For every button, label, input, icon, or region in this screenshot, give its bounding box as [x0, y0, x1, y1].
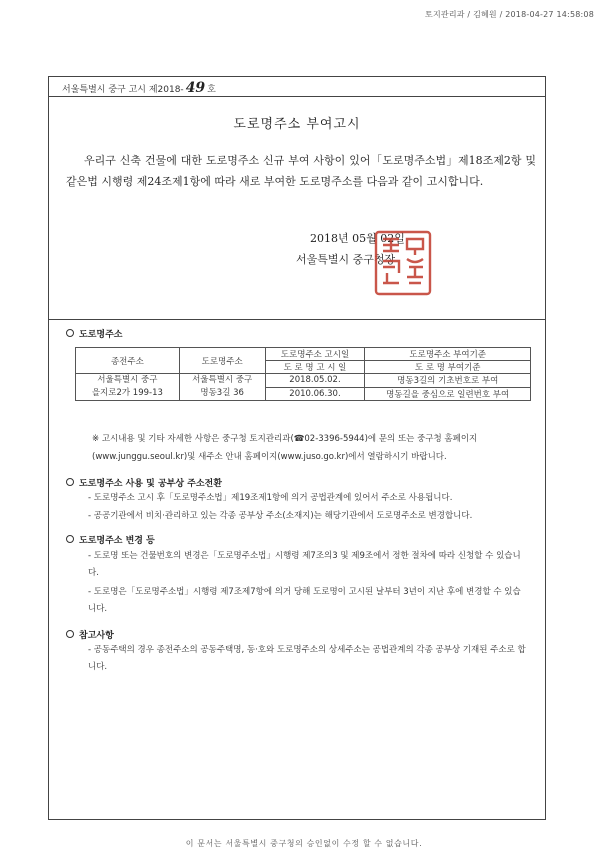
- cell-road-date: 2010.06.30.: [265, 387, 365, 401]
- cell-road-address: 서울특별시 중구 명동3길 36: [179, 374, 265, 401]
- list-item: - 공동주택의 경우 종전주소의 공동주택명, 동·호와 도로명주소의 상세주소는 공법관계의 각종 공부상 기재된 주소로 합니다.: [88, 645, 526, 672]
- road-address-table: [75, 347, 531, 401]
- section-bullet-icon: [66, 329, 74, 337]
- intro-paragraph: 우리구 신축 건물에 대한 도로명주소 신규 부여 사항이 있어「도로명주소법」제18조제2항 및 같은법 시행령 제24조제1항에 따라 새로 부여한 도로명주소를 다음과 같이 고시합니다.: [66, 154, 536, 188]
- signature-issuer: 서울특별시 중구청장: [296, 253, 396, 266]
- section-bullet-icon: [66, 630, 74, 638]
- list-item: - 도로명주소 고시 후「도로명주소법」제19조제1항에 의거 공법관계에 있어서 주소로 사용됩니다.: [88, 493, 453, 503]
- document-meta-header: 토지관리과 / 김혜원 / 2018-04-27 14:58:08: [425, 10, 594, 19]
- notice-number: [62, 80, 216, 96]
- col-header-lot-address: 종전주소: [76, 348, 180, 374]
- footer-disclaimer: 이 문서는 서울특별시 중구청의 승인없이 수정 할 수 없습니다.: [185, 839, 423, 848]
- cell-road-criteria: 명동길을 중심으로 일련번호 부여: [365, 387, 531, 401]
- list-item: - 도로명은「도로명주소법」시행령 제7조제7항에 의거 당해 도로명이 고시된 날부터 3년이 지난 후에 변경할 수 있습니다.: [88, 587, 521, 614]
- col-header-notice-date: 도로명주소 고시일: [265, 348, 365, 361]
- section-reference-title: 참고사항: [66, 628, 114, 641]
- header-divider: [48, 96, 546, 97]
- cell-lot-address: 서울특별시 중구 을지로2가 199-13: [76, 374, 180, 401]
- section-road-address-title: 도로명주소: [66, 327, 122, 340]
- notice-number-suffix: 호: [207, 85, 216, 95]
- col-header-road-address: 도로명주소: [179, 348, 265, 374]
- section-bullet-icon: [66, 535, 74, 543]
- section-change-title: 도로명주소 변경 등: [66, 533, 155, 546]
- official-seal-stamp: [373, 229, 433, 297]
- col-header-road-criteria: 도 로 명 부여기준: [365, 361, 531, 374]
- contact-note: ※ 고시내용 및 기타 자세한 사항은 중구청 토지관리과(☎02-3396-5944)에 문의 또는 중구청 홈페이지 (www.junggu.seoul.kr)및 새주소 안내 홈페이지(www.juso.go.kr)에서 열람하시기 바랍니다.: [92, 434, 478, 462]
- signature-date: 2018년 05월 02일: [310, 232, 405, 245]
- cell-notice-date: 2018.05.02.: [265, 374, 365, 388]
- section-divider: [48, 319, 546, 320]
- col-header-criteria: 도로명주소 부여기준: [365, 348, 531, 361]
- document-title: 도로명주소 부여고시: [233, 117, 361, 132]
- notice-number-handwritten: 49: [185, 80, 206, 96]
- list-item: - 도로명 또는 건물번호의 변경은「도로명주소법」시행령 제7조의3 및 제9조에서 정한 절차에 따라 신청할 수 있습니다.: [88, 551, 521, 578]
- section-usage-title: 도로명주소 사용 및 공부상 주소전환: [66, 476, 222, 489]
- notice-number-prefix: 서울특별시 중구 고시 제2018-: [62, 85, 184, 95]
- col-header-road-date: 도 로 명 고 시 일: [265, 361, 365, 374]
- table-row: [76, 374, 531, 388]
- cell-criteria: 명동3길의 기초번호로 부여: [365, 374, 531, 388]
- section-bullet-icon: [66, 478, 74, 486]
- table-header-row: [76, 348, 531, 361]
- list-item: - 공공기관에서 비치·관리하고 있는 각종 공부상 주소(소재지)는 해당기관에서 도로명주소로 변경합니다.: [88, 511, 473, 521]
